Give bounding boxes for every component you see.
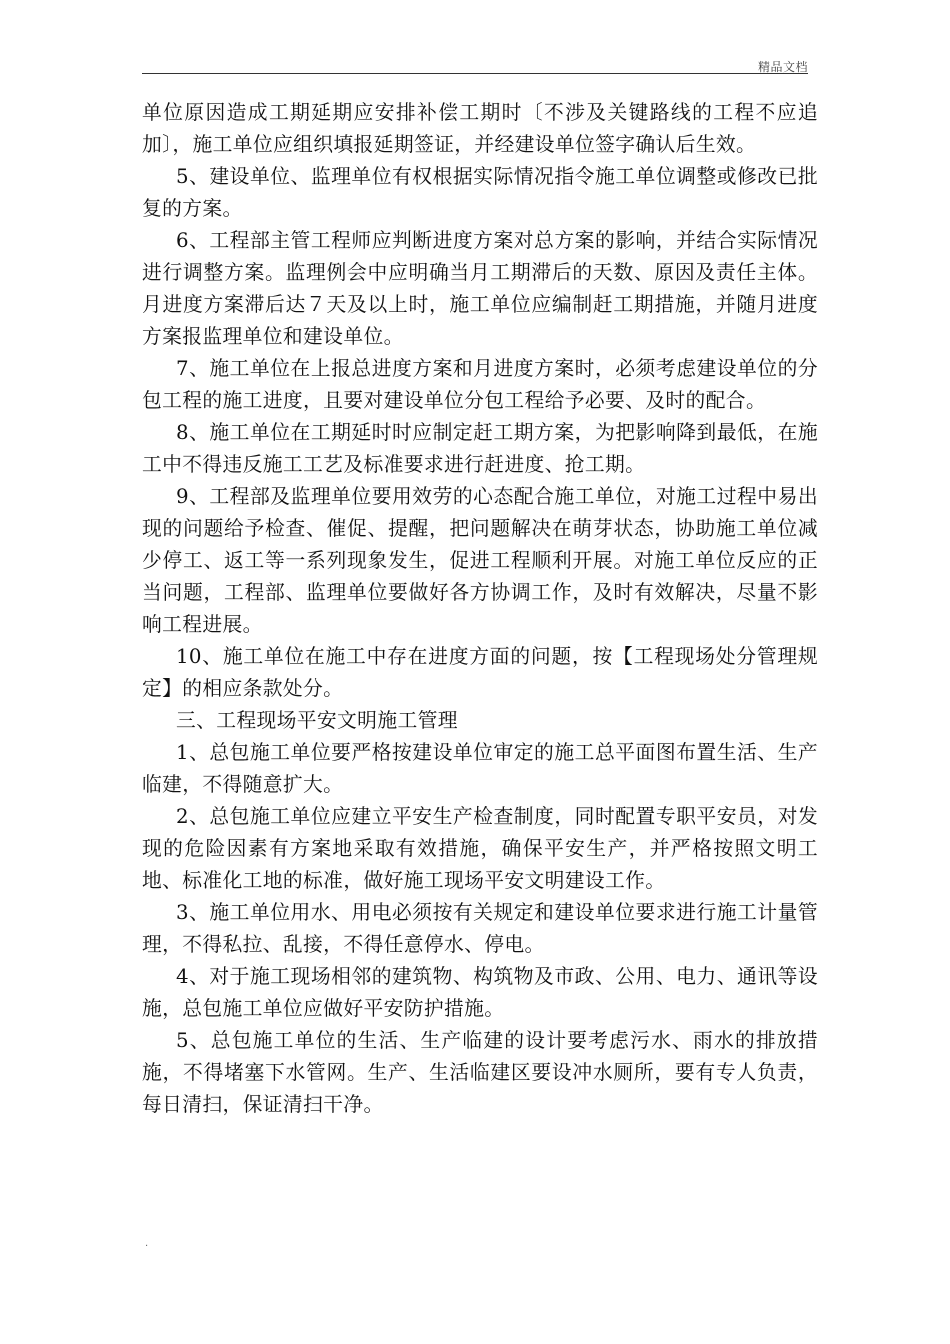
header-label: 精品文档 — [757, 60, 808, 74]
paragraph-item-10: 10、施工单位在施工中存在进度方面的问题，按【工程现场处分管理规定】的相应条款处分。 — [142, 645, 818, 700]
paragraph-item-9: 9、工程部及监理单位要用效劳的心态配合施工单位，对施工过程中易出现的问题给予检查、催促、提醒，把问题解决在萌芽状态，协助施工单位减少停工、返工等一系列现象发生，促进工程顺利开展。对施工单位反应的正当问题，工程部、监理单位要做好各方协调工作，及时有效解决，尽量不影响工程进展。 — [142, 485, 818, 636]
paragraph-safety-2: 2、总包施工单位应建立平安生产检查制度，同时配置专职平安员，对发现的危险因素有方案地采取有效措施，确保平安生产，并严格按照文明工地、标准化工地的标准，做好施工现场平安文明建设工作。 — [142, 805, 818, 892]
paragraph-item-5: 5、建设单位、监理单位有权根据实际情况指令施工单位调整或修改已批复的方案。 — [142, 165, 818, 220]
document-body — [142, 97, 818, 1121]
header-rule — [142, 73, 808, 74]
paragraph-item-6: 6、工程部主管工程师应判断进度方案对总方案的影响，并结合实际情况进行调整方案。监理例会中应明确当月工期滞后的天数、原因及责任主体。月进度方案滞后达７天及以上时，施工单位应编制赶工期措施，并随月进度方案报监理单位和建设单位。 — [142, 229, 818, 348]
paragraph-item-8: 8、施工单位在工期延时时应制定赶工期方案，为把影响降到最低，在施工中不得违反施工工艺及标准要求进行赶进度、抢工期。 — [142, 421, 818, 476]
paragraph-safety-3: 3、施工单位用水、用电必须按有关规定和建设单位要求进行施工计量管理，不得私拉、乱接，不得任意停水、停电。 — [142, 901, 818, 956]
section-heading: 三、工程现场平安文明施工管理 — [176, 709, 458, 732]
paragraph-continuation: 单位原因造成工期延期应安排补偿工期时〔不涉及关键路线的工程不应追加〕，施工单位应组织填报延期签证，并经建设单位签字确认后生效。 — [142, 101, 818, 156]
paragraph-item-7: 7、施工单位在上报总进度方案和月进度方案时，必须考虑建设单位的分包工程的施工进度，且要对建设单位分包工程给予必要、及时的配合。 — [142, 357, 818, 412]
footer-mark: . — [145, 1238, 149, 1249]
paragraph-safety-5: 5、总包施工单位的生活、生产临建的设计要考虑污水、雨水的排放措施，不得堵塞下水管网。生产、生活临建区要设冲水厕所，要有专人负责，每日清扫，保证清扫干净。 — [142, 1029, 818, 1116]
paragraph-safety-1: 1、总包施工单位要严格按建设单位审定的施工总平面图布置生活、生产临建，不得随意扩大。 — [142, 741, 818, 796]
paragraph-safety-4: 4、对于施工现场相邻的建筑物、构筑物及市政、公用、电力、通讯等设施，总包施工单位应做好平安防护措施。 — [142, 965, 818, 1020]
